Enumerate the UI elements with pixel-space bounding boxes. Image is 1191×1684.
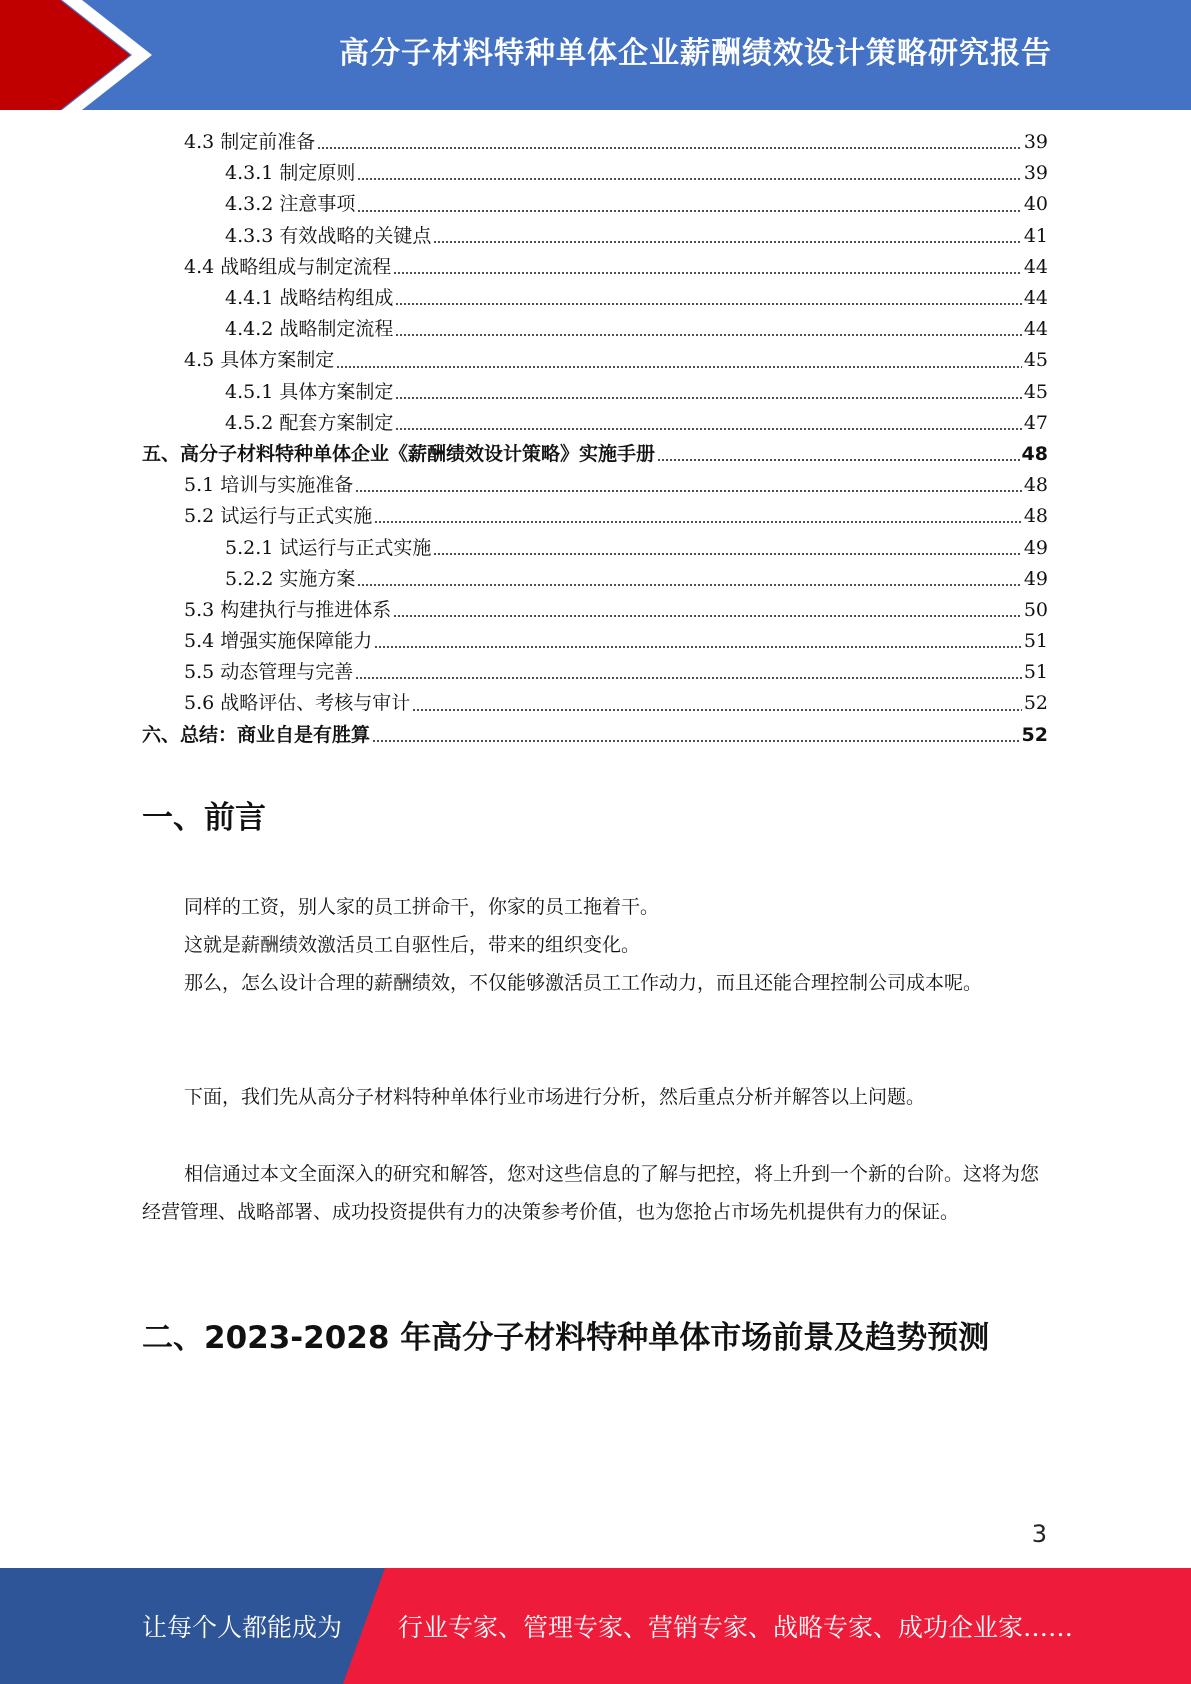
toc-entry-label: 4.3 制定前准备	[184, 131, 316, 154]
toc-entry[interactable]	[142, 720, 1048, 751]
paragraph-5: 相信通过本文全面深入的研究和解答，您对这些信息的了解与把控，将上升到一个新的台阶。这将为您经营管理、战略部署、成功投资提供有力的决策参考价值，也为您抢占市场先机提供有力的保证。	[142, 1163, 1040, 1223]
paragraph-2: 这就是薪酬绩效激活员工自驱性后，带来的组织变化。	[184, 934, 641, 956]
toc-entry-label: 5.2.1 试运行与正式实施	[225, 536, 432, 559]
toc-leader-dots	[357, 584, 1021, 586]
toc-leader-dots	[412, 709, 1022, 711]
toc-leader-dots	[395, 428, 1021, 430]
footer-banner	[0, 1568, 1191, 1684]
toc-entry-label: 5.5 动态管理与完善	[184, 661, 354, 684]
toc-entry-page: 52	[1023, 692, 1048, 715]
toc-leader-dots	[433, 241, 1021, 243]
toc-leader-dots	[372, 740, 1020, 742]
toc-entry-label: 4.5 具体方案制定	[184, 349, 335, 372]
toc-leader-dots	[317, 147, 1022, 149]
table-of-contents	[142, 127, 1048, 751]
toc-entry-page: 51	[1023, 630, 1048, 653]
toc-entry-page: 51	[1023, 661, 1048, 684]
toc-entry-label: 4.3.1 制定原则	[225, 162, 356, 185]
paragraph-3: 那么，怎么设计合理的薪酬绩效，不仅能够激活员工工作动力，而且还能合理控制公司成本呢。	[184, 972, 983, 994]
toc-leader-dots	[374, 646, 1022, 648]
toc-entry[interactable]	[142, 345, 1048, 376]
toc-entry-label: 5.4 增强实施保障能力	[184, 630, 373, 653]
toc-leader-dots	[357, 210, 1021, 212]
toc-leader-dots	[657, 459, 1020, 461]
toc-leader-dots	[395, 397, 1021, 399]
toc-entry[interactable]	[142, 127, 1048, 158]
toc-entry-page: 48	[1023, 474, 1048, 497]
toc-entry[interactable]	[142, 532, 1048, 563]
toc-leader-dots	[357, 178, 1021, 180]
toc-entry-label: 5.2.2 实施方案	[225, 567, 356, 590]
footer-slogan-left: 让每个人都能成为	[142, 1613, 343, 1642]
toc-entry-label: 4.5.2 配套方案制定	[225, 411, 394, 434]
toc-entry-page: 41	[1023, 224, 1048, 247]
toc-leader-dots	[336, 366, 1022, 368]
toc-entry[interactable]	[142, 564, 1048, 595]
header-banner	[0, 0, 1191, 110]
toc-entry-page: 47	[1023, 411, 1048, 434]
toc-entry[interactable]	[142, 439, 1048, 470]
toc-entry-label: 4.3.2 注意事项	[225, 193, 356, 216]
toc-entry-page: 45	[1023, 349, 1048, 372]
toc-entry[interactable]	[142, 189, 1048, 220]
toc-entry[interactable]	[142, 657, 1048, 688]
toc-leader-dots	[374, 521, 1022, 523]
toc-entry-label: 4.3.3 有效战略的关键点	[225, 224, 432, 247]
toc-entry-label: 5.3 构建执行与推进体系	[184, 598, 392, 621]
toc-entry[interactable]	[142, 377, 1048, 408]
toc-entry[interactable]	[142, 158, 1048, 189]
toc-entry-label: 五、高分子材料特种单体企业《薪酬绩效设计策略》实施手册	[142, 442, 656, 465]
toc-entry-page: 45	[1023, 380, 1048, 403]
toc-entry-page: 44	[1023, 255, 1048, 278]
toc-entry-label: 4.4 战略组成与制定流程	[184, 255, 392, 278]
toc-leader-dots	[433, 553, 1021, 555]
toc-entry-label: 4.4.2 战略制定流程	[225, 318, 394, 341]
toc-entry[interactable]	[142, 314, 1048, 345]
toc-leader-dots	[395, 303, 1021, 305]
toc-entry[interactable]	[142, 470, 1048, 501]
toc-entry-page: 48	[1023, 505, 1048, 528]
toc-entry-page: 44	[1023, 287, 1048, 310]
toc-entry[interactable]	[142, 501, 1048, 532]
toc-entry[interactable]	[142, 283, 1048, 314]
toc-entry-page: 39	[1023, 162, 1048, 185]
toc-entry-page: 52	[1021, 723, 1048, 746]
toc-leader-dots	[393, 615, 1022, 617]
toc-entry[interactable]	[142, 595, 1048, 626]
toc-entry-page: 39	[1023, 131, 1048, 154]
paragraph-4: 下面，我们先从高分子材料特种单体行业市场进行分析，然后重点分析并解答以上问题。	[184, 1086, 926, 1108]
section-heading-market-forecast: 二、2023-2028 年高分子材料特种单体市场前景及趋势预测	[142, 1320, 990, 1356]
toc-leader-dots	[393, 272, 1022, 274]
toc-entry[interactable]	[142, 221, 1048, 252]
toc-leader-dots	[355, 677, 1022, 679]
toc-entry[interactable]	[142, 408, 1048, 439]
toc-entry-page: 44	[1023, 318, 1048, 341]
toc-entry-label: 六、总结：商业自是有胜算	[142, 723, 371, 746]
toc-entry-page: 49	[1023, 536, 1048, 559]
toc-leader-dots	[355, 490, 1022, 492]
toc-entry-page: 50	[1023, 598, 1048, 621]
toc-entry-label: 5.1 培训与实施准备	[184, 474, 354, 497]
toc-entry-label: 4.5.1 具体方案制定	[225, 380, 394, 403]
toc-entry-label: 5.6 战略评估、考核与审计	[184, 692, 411, 715]
toc-entry[interactable]	[142, 688, 1048, 719]
toc-entry-page: 40	[1023, 193, 1048, 216]
paragraph-1: 同样的工资，别人家的员工拼命干，你家的员工拖着干。	[184, 896, 660, 918]
toc-entry-label: 4.4.1 战略结构组成	[225, 287, 394, 310]
toc-entry-label: 5.2 试运行与正式实施	[184, 505, 373, 528]
footer-slogan-right: 行业专家、管理专家、营销专家、战略专家、成功企业家……	[398, 1613, 1074, 1642]
section-heading-preface: 一、前言	[142, 800, 266, 836]
toc-entry[interactable]	[142, 252, 1048, 283]
toc-entry-page: 49	[1023, 567, 1048, 590]
toc-leader-dots	[395, 334, 1021, 336]
toc-entry-page: 48	[1021, 442, 1048, 465]
page-number: 3	[1031, 1520, 1047, 1548]
report-title: 高分子材料特种单体企业薪酬绩效设计策略研究报告	[339, 36, 1052, 71]
toc-entry[interactable]	[142, 626, 1048, 657]
